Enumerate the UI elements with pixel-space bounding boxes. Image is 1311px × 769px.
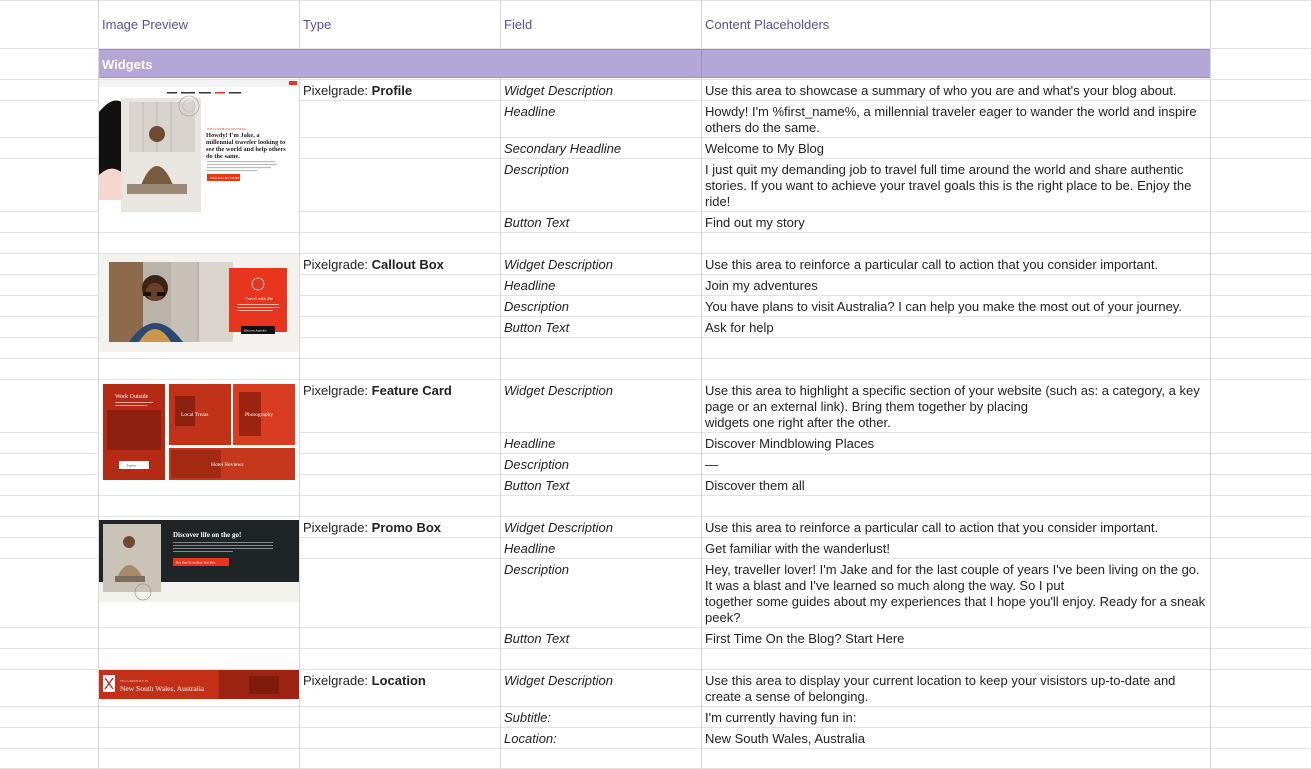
content-value[interactable]: I just quit my demanding job to travel full time around the world and share authentic stories. If you want to achieve your travel goals this is the right place to be. Enjoy the ride! bbox=[705, 162, 1192, 209]
field-label: Headline bbox=[504, 278, 556, 293]
content-value[interactable]: — bbox=[705, 457, 718, 472]
row-divider bbox=[0, 648, 1311, 649]
location-preview-svg bbox=[99, 670, 299, 699]
header-type[interactable]: Type bbox=[303, 17, 332, 32]
type-name: Promo Box bbox=[371, 520, 441, 535]
profile-preview-headline: Howdy! I'm Jake, a millennial traveler looking to see the world and help others do the same. bbox=[206, 132, 286, 160]
content-value[interactable]: Discover them all bbox=[705, 478, 805, 493]
row-divider bbox=[0, 0, 1311, 1]
field-label: Secondary Headline bbox=[504, 141, 622, 156]
field-label: Description bbox=[504, 162, 570, 177]
content-value[interactable]: Howdy! I'm %first_name%, a millennial traveler eager to wander the world and inspire others do the same. bbox=[705, 104, 1197, 135]
col-divider bbox=[500, 0, 501, 769]
field-label: Widget Description bbox=[504, 257, 613, 272]
col-divider bbox=[1210, 0, 1211, 769]
row-divider bbox=[0, 706, 1311, 707]
col-divider bbox=[299, 0, 300, 769]
content-value[interactable]: Find out my story bbox=[705, 215, 805, 230]
section-label: Widgets bbox=[102, 57, 153, 72]
location-preview-location: New South Wales, Australia bbox=[120, 684, 205, 693]
widget-type-profile bbox=[303, 83, 412, 99]
field-label: Widget Description bbox=[504, 520, 613, 535]
callout-preview-button: Discover Australia bbox=[244, 328, 267, 333]
field-label: Subtitle: bbox=[504, 710, 551, 725]
feature-card-preview-card3: Photography bbox=[245, 412, 274, 418]
widget-type-location bbox=[303, 673, 426, 689]
section-row[interactable] bbox=[99, 49, 1210, 78]
type-prefix: Pixelgrade: bbox=[303, 83, 372, 98]
type-name: Callout Box bbox=[371, 257, 444, 272]
header-field[interactable]: Field bbox=[504, 17, 533, 32]
type-prefix: Pixelgrade: bbox=[303, 383, 372, 398]
type-prefix: Pixelgrade: bbox=[303, 673, 372, 688]
content-value[interactable]: Welcome to My Blog bbox=[705, 141, 824, 156]
callout-preview-image[interactable] bbox=[99, 254, 299, 352]
header-content[interactable]: Content Placeholders bbox=[705, 17, 830, 32]
profile-preview-eyebrow: WELCOME TO MY BLOG bbox=[207, 127, 247, 131]
content-value[interactable]: First Time On the Blog? Start Here bbox=[705, 631, 905, 646]
widget-type-callout-box bbox=[303, 257, 444, 273]
field-label: Headline bbox=[504, 104, 556, 119]
callout-preview-svg bbox=[99, 254, 299, 352]
row-divider bbox=[0, 748, 1311, 749]
feature-card-preview-card1-button: Explore bbox=[127, 463, 137, 468]
type-prefix: Pixelgrade: bbox=[303, 257, 372, 272]
content-value[interactable]: Use this area to highlight a specific section of your website (such as: a category, a key page or an external link). Bring them together by placing widgets one right after the other. bbox=[705, 383, 1200, 430]
row-divider bbox=[0, 358, 1311, 359]
feature-card-preview-svg bbox=[99, 380, 299, 482]
feature-card-preview-image[interactable] bbox=[99, 380, 299, 482]
promo-box-preview-headline: Discover life on the go! bbox=[173, 531, 242, 539]
field-label: Description bbox=[504, 562, 570, 577]
field-label: Location: bbox=[504, 731, 557, 746]
content-value[interactable]: New South Wales, Australia bbox=[705, 731, 865, 746]
type-name: Location bbox=[371, 673, 426, 688]
field-label: Description bbox=[504, 457, 570, 472]
field-label: Headline bbox=[504, 436, 556, 451]
field-label: Button Text bbox=[504, 631, 570, 646]
callout-preview-headline: Travel with Me bbox=[245, 296, 273, 301]
type-name: Feature Card bbox=[371, 383, 452, 398]
widget-type-promo-box bbox=[303, 520, 441, 536]
feature-card-preview-card2: Local Treats bbox=[181, 412, 209, 418]
header-image-preview[interactable]: Image Preview bbox=[102, 17, 188, 32]
content-value[interactable]: Discover Mindblowing Places bbox=[705, 436, 875, 451]
row-divider bbox=[0, 495, 1311, 496]
widget-type-feature-card bbox=[303, 383, 452, 399]
row-divider bbox=[0, 232, 1311, 233]
field-label: Widget Description bbox=[504, 673, 613, 688]
promo-box-preview-button: First Time On the Blog? Start Here bbox=[176, 561, 216, 565]
location-preview-eyebrow: I'M CURRENTLY IN bbox=[120, 679, 149, 683]
location-preview-image[interactable] bbox=[99, 670, 299, 699]
type-name: Profile bbox=[371, 83, 413, 98]
row-divider bbox=[0, 516, 1311, 517]
content-value[interactable]: Join my adventures bbox=[705, 278, 818, 293]
row-divider bbox=[0, 727, 1311, 728]
content-value[interactable]: Use this area to display your current location to keep your visistors up-to-date and create a sense of belonging. bbox=[705, 673, 1176, 704]
field-label: Button Text bbox=[504, 320, 570, 335]
profile-preview-svg bbox=[99, 80, 299, 232]
feature-card-preview-card1: Work Outside bbox=[115, 394, 149, 400]
feature-card-preview-card4: Hotel Reviews bbox=[211, 462, 244, 468]
content-value[interactable]: You have plans to visit Australia? I can help you make the most out of your journey. bbox=[705, 299, 1182, 314]
content-value[interactable]: I'm currently having fun in: bbox=[705, 710, 857, 725]
content-value[interactable]: Ask for help bbox=[705, 320, 774, 335]
content-value[interactable]: Hey, traveller lover! I'm Jake and for the last couple of years I've been living on the go. It was a blast and I've learned so much along the way. So I put together some guides about my experiences that I hope you'll enjoy. Ready for a sneak peek? bbox=[705, 562, 1206, 625]
field-label: Widget Description bbox=[504, 83, 613, 98]
field-label: Headline bbox=[504, 541, 556, 556]
content-value[interactable]: Use this area to showcase a summary of who you are and what's your blog about. bbox=[705, 83, 1177, 98]
col-divider bbox=[701, 0, 702, 769]
field-label: Button Text bbox=[504, 215, 570, 230]
row-divider bbox=[0, 627, 1311, 628]
field-label: Description bbox=[504, 299, 570, 314]
col-divider bbox=[701, 49, 702, 78]
profile-preview-button: FIND OUT MY STORY bbox=[210, 176, 240, 180]
promo-box-preview-svg bbox=[99, 520, 299, 602]
content-value[interactable]: Use this area to reinforce a particular call to action that you consider important. bbox=[705, 257, 1159, 272]
type-prefix: Pixelgrade: bbox=[303, 520, 372, 535]
profile-preview-image[interactable] bbox=[99, 80, 299, 232]
field-label: Button Text bbox=[504, 478, 570, 493]
promo-box-preview-image[interactable] bbox=[99, 520, 299, 602]
field-label: Widget Description bbox=[504, 383, 613, 398]
content-value[interactable]: Use this area to reinforce a particular call to action that you consider important. bbox=[705, 520, 1159, 535]
content-value[interactable]: Get familiar with the wanderlust! bbox=[705, 541, 890, 556]
